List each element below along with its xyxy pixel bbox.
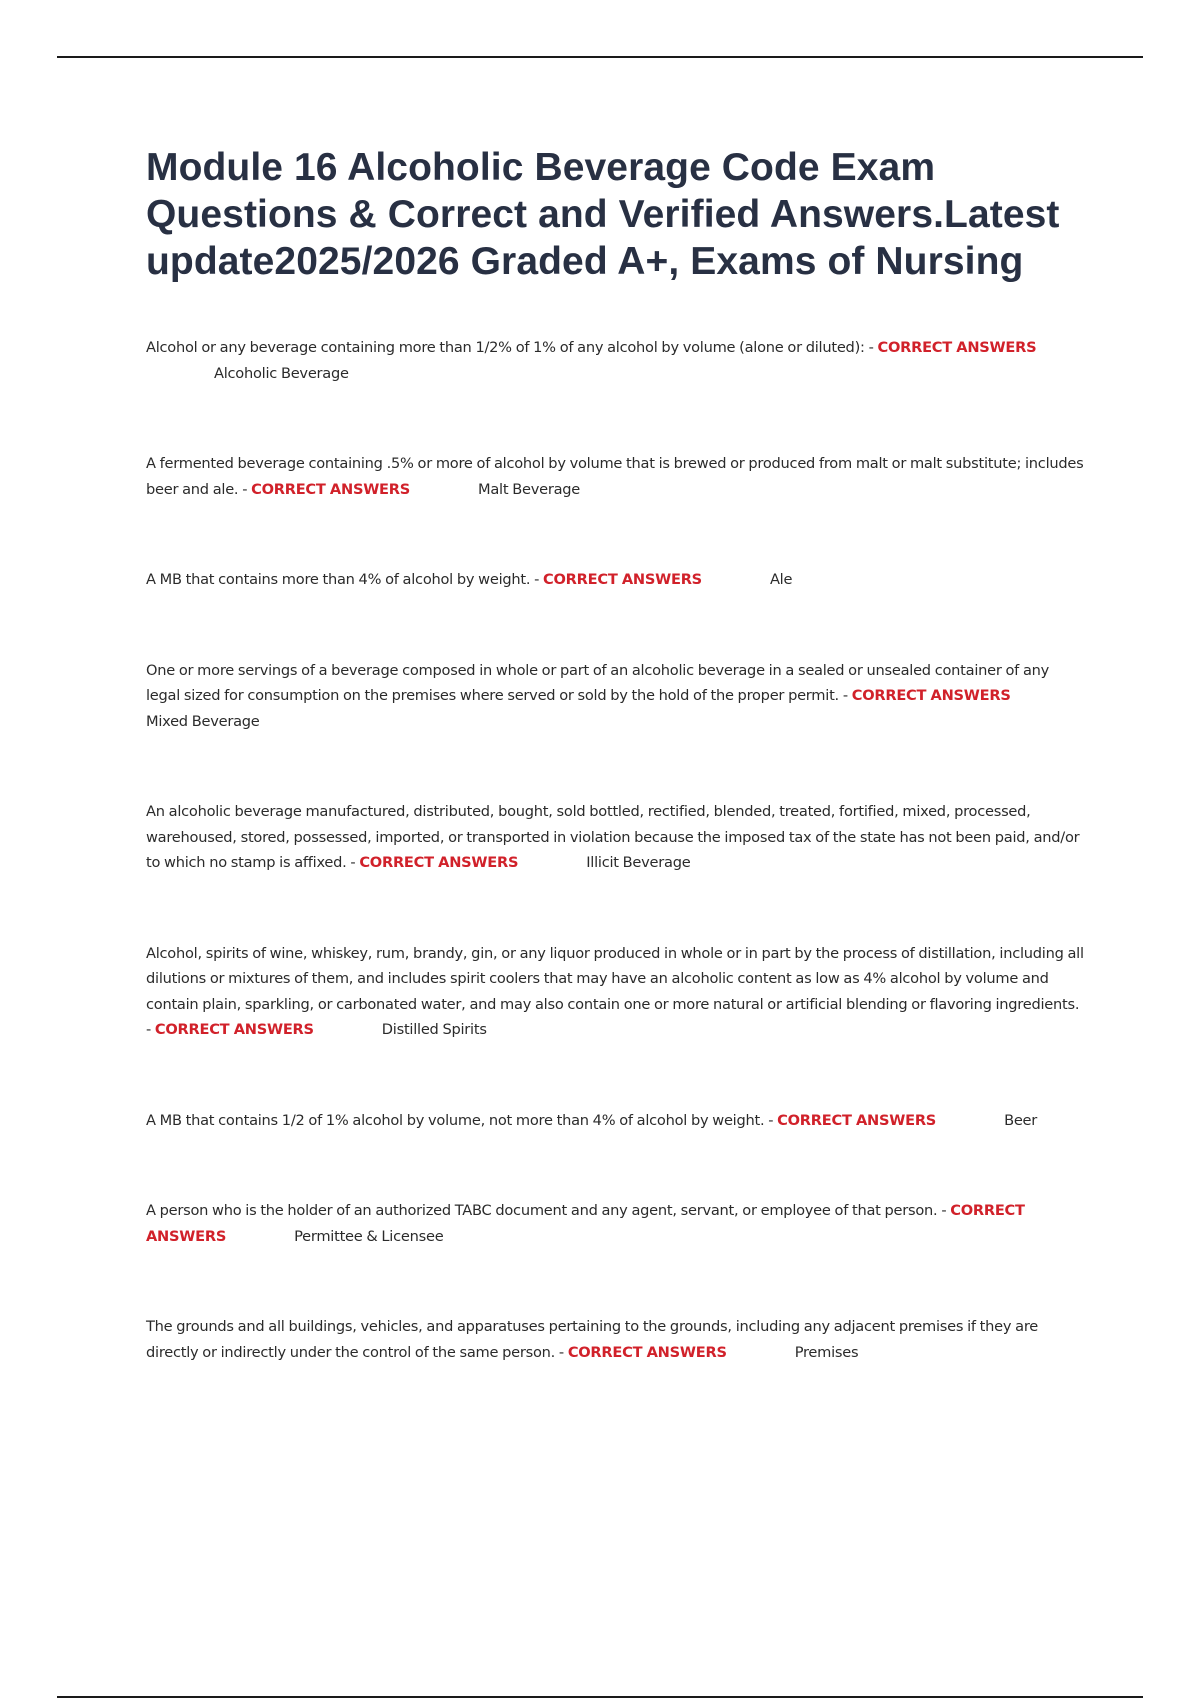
answer-text: Permittee & Licensee bbox=[294, 1227, 444, 1245]
question-text: The grounds and all buildings, vehicles, and apparatuses pertaining to the grounds, including any adjacent premises if they are directly or indirectly under the control of the same person. bbox=[146, 1318, 1039, 1361]
question-text: Alcohol or any beverage containing more than 1/2% of 1% of any alcohol by volume (alone or diluted): bbox=[146, 339, 865, 356]
qa-item: An alcoholic beverage manufactured, distributed, bought, sold bottled, rectified, blended, treated, fortified, mixed, processed, warehoused, stored, possessed, imported, or transported in violation because the imposed tax of the state has not been paid, and/or to which no stamp is affixed. - CORRECT ANSWERS Illicit Beverage bbox=[146, 803, 1080, 871]
answer-text: Premises bbox=[794, 1343, 859, 1361]
correct-answers-label: CORRECT ANSWERS bbox=[154, 1021, 314, 1038]
qa-item: A MB that contains more than 4% of alcohol by weight. - CORRECT ANSWERS Ale bbox=[146, 571, 793, 588]
qa-item: Alcohol, spirits of wine, whiskey, rum, brandy, gin, or any liquor produced in whole or in part by the process of distillation, including all dilutions or mixtures of them, and includes spirit coolers that may have an alcoholic content as low as 4% alcohol by volume and contain plain, sparkling, or carbonated water, and may also contain one or more natural or artificial blending or flavoring ingredients. - CORRECT ANSWERS Distilled Spirits bbox=[146, 944, 1084, 1038]
correct-answers-label: CORRECT ANSWERS bbox=[851, 687, 1011, 704]
answer-text: Malt Beverage bbox=[478, 480, 581, 498]
answer-text: Beer bbox=[1004, 1111, 1038, 1129]
correct-answers-label: CORRECT ANSWERS bbox=[359, 854, 519, 871]
bottom-rule bbox=[57, 1696, 1143, 1698]
answer-text: Distilled Spirits bbox=[381, 1021, 487, 1038]
question-text: A MB that contains 1/2 of 1% alcohol by volume, not more than 4% of alcohol by weight. bbox=[146, 1111, 765, 1129]
top-rule bbox=[57, 56, 1143, 58]
document-body bbox=[146, 144, 1086, 1430]
correct-answers-label: CORRECT ANSWERS bbox=[777, 1111, 937, 1129]
answer-text: Alcoholic Beverage bbox=[214, 364, 349, 382]
question-text: A fermented beverage containing .5% or more of alcohol by volume that is brewed or produced from malt or malt substitute; includes beer and ale. bbox=[146, 455, 1084, 498]
correct-answers-label: CORRECT ANSWERS bbox=[877, 339, 1037, 356]
qa-item: A MB that contains 1/2 of 1% alcohol by volume, not more than 4% of alcohol by weight. - CORRECT ANSWERS Beer bbox=[146, 1111, 1038, 1129]
question-text: A person who is the holder of an authorized TABC document and any agent, servant, or employee of that person. bbox=[146, 1202, 938, 1219]
question-text: Alcohol, spirits of wine, whiskey, rum, brandy, gin, or any liquor produced in whole or in part by the process of distillation, including all dilutions or mixtures of them, and includes spirit coolers that may have an alcoholic content as low as 4% alcohol by volume and contain plain, sparkling, or carbonated water, and may also contain one or more natural or artificial blending or flavoring ingredients. bbox=[146, 944, 1084, 1013]
question-text: One or more servings of a beverage composed in whole or part of an alcoholic beverage in a sealed or unsealed container of any legal sized for consumption on the premises where served or sold by the hold of the proper permit. bbox=[146, 661, 1050, 704]
question-text: An alcoholic beverage manufactured, distributed, bought, sold bottled, rectified, blended, treated, fortified, mixed, processed, warehoused, stored, possessed, imported, or transported in violation because the imposed tax of the state has not been paid, and/or to which no stamp is affixed. bbox=[146, 803, 1080, 871]
qa-item: Alcohol or any beverage containing more than 1/2% of 1% of any alcohol by volume (alone or diluted): - CORRECT ANSWERSAlcoholic Beverage bbox=[146, 339, 1037, 382]
answer-text: Mixed Beverage bbox=[146, 712, 260, 730]
question-text: A MB that contains more than 4% of alcohol by weight. bbox=[146, 571, 531, 588]
correct-answers-label: CORRECT ANSWERS bbox=[251, 480, 411, 498]
qa-item: A person who is the holder of an authorized TABC document and any agent, servant, or employee of that person. - CORRECT ANSWERS Permittee & Licensee bbox=[146, 1202, 1025, 1245]
answer-text: Ale bbox=[769, 571, 793, 588]
qa-item: One or more servings of a beverage composed in whole or part of an alcoholic beverage in a sealed or unsealed container of any legal sized for consumption on the premises where served or sold by the hold of the proper permit. - CORRECT ANSWERSMixed Beverage bbox=[146, 661, 1050, 730]
qa-list bbox=[146, 335, 1086, 1365]
document-title: Module 16 Alcoholic Beverage Code Exam Questions & Correct and Verified Answers.Latest update2025/2026 Graded A+, Exams of Nursing bbox=[146, 146, 1060, 283]
qa-item: The grounds and all buildings, vehicles, and apparatuses pertaining to the grounds, including any adjacent premises if they are directly or indirectly under the control of the same person. - CORRECT ANSWERS Premises bbox=[146, 1318, 1039, 1361]
qa-item: A fermented beverage containing .5% or more of alcohol by volume that is brewed or produced from malt or malt substitute; includes beer and ale. - CORRECT ANSWERS Malt Beverage bbox=[146, 455, 1084, 498]
correct-answers-label: CORRECT ANSWERS bbox=[146, 1202, 1025, 1245]
answer-text: Illicit Beverage bbox=[586, 854, 691, 871]
correct-answers-label: CORRECT ANSWERS bbox=[567, 1343, 727, 1361]
correct-answers-label: CORRECT ANSWERS bbox=[543, 571, 702, 588]
